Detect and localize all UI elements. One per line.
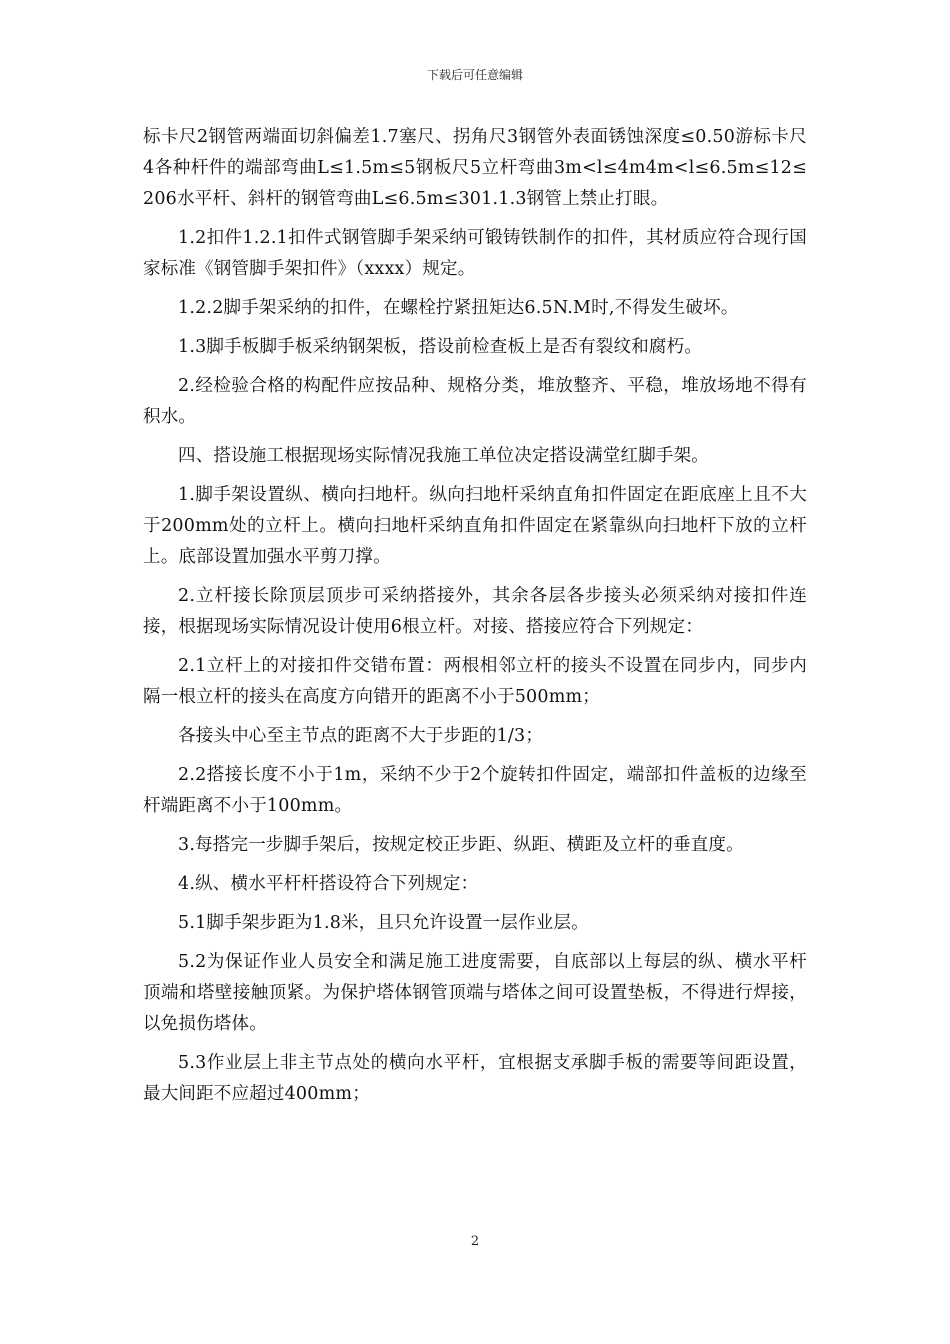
- paragraph-2: 1.2扣件1.2.1扣件式钢管脚手架采纳可锻铸铁制作的扣件，其材质应符合现行国家标准《钢管脚手架扣件》（xxxx）规定。: [143, 228, 807, 279]
- paragraph-4: 1.3脚手板脚手板采纳钢架板，搭设前检查板上是否有裂纹和腐朽。: [178, 337, 703, 357]
- paragraph-1: 标卡尺2钢管两端面切斜偏差1.7塞尺、拐角尺3钢管外表面锈蚀深度≤0.50游标卡尺4各种杆件的端部弯曲L≤1.5m≤5钢板尺5立杆弯曲3m<l≤4m4m<l≤6.5m≤12≤206水平杆、斜杆的钢管弯曲L≤6.5m≤301.1.3钢管上禁止打眼。: [143, 127, 807, 209]
- paragraph-14: 5.1脚手架步距为1.8米，且只允许设置一层作业层。: [178, 913, 589, 933]
- paragraph-11: 2.2搭接长度不小于1m，采纳不少于2个旋转扣件固定，端部扣件盖板的边缘至杆端距离不小于100mm。: [143, 765, 807, 816]
- paragraph-12: 3.每搭完一步脚手架后，按规定校正步距、纵距、横距及立杆的垂直度。: [178, 835, 744, 855]
- paragraph-13: 4.纵、横水平杆杆搭设符合下列规定：: [178, 874, 479, 894]
- paragraph-15: 5.2为保证作业人员安全和满足施工进度需要，自底部以上每层的纵、横水平杆顶端和塔壁接触顶紧。为保护塔体钢管顶端与塔体之间可设置垫板，不得进行焊接，以免损伤塔体。: [143, 952, 807, 1034]
- paragraph-10: 各接头中心至主节点的距离不大于步距的1/3；: [178, 726, 544, 746]
- page-number: 2: [470, 1234, 480, 1249]
- paragraph-8: 2.立杆接长除顶层顶步可采纳搭接外，其余各层各步接头必须采纳对接扣件连接，根据现场实际情况设计使用6根立杆。对接、搭接应符合下列规定：: [143, 586, 807, 637]
- paragraph-5: 2.经检验合格的构配件应按品种、规格分类，堆放整齐、平稳，堆放场地不得有积水。: [143, 376, 807, 427]
- paragraph-7: 1.脚手架设置纵、横向扫地杆。纵向扫地杆采纳直角扣件固定在距底座上且不大于200mm处的立杆上。横向扫地杆采纳直角扣件固定在紧靠纵向扫地杆下放的立杆上。底部设置加强水平剪刀撑。: [143, 485, 807, 567]
- paragraph-3: 1.2.2脚手架采纳的扣件，在螺栓拧紧扭矩达6.5N.M时,不得发生破坏。: [178, 298, 739, 318]
- paragraph-16: 5.3作业层上非主节点处的横向水平杆，宜根据支承脚手板的需要等间距设置，最大间距不应超过400mm；: [143, 1053, 807, 1104]
- document-body: [143, 122, 807, 1110]
- page-header: 下载后可任意编辑: [426, 68, 523, 82]
- paragraph-6: 四、搭设施工根据现场实际情况我施工单位决定搭设满堂红脚手架。: [178, 446, 709, 466]
- paragraph-9: 2.1立杆上的对接扣件交错布置：两根相邻立杆的接头不设置在同步内，同步内隔一根立杆的接头在高度方向错开的距离不小于500mm；: [143, 656, 807, 707]
